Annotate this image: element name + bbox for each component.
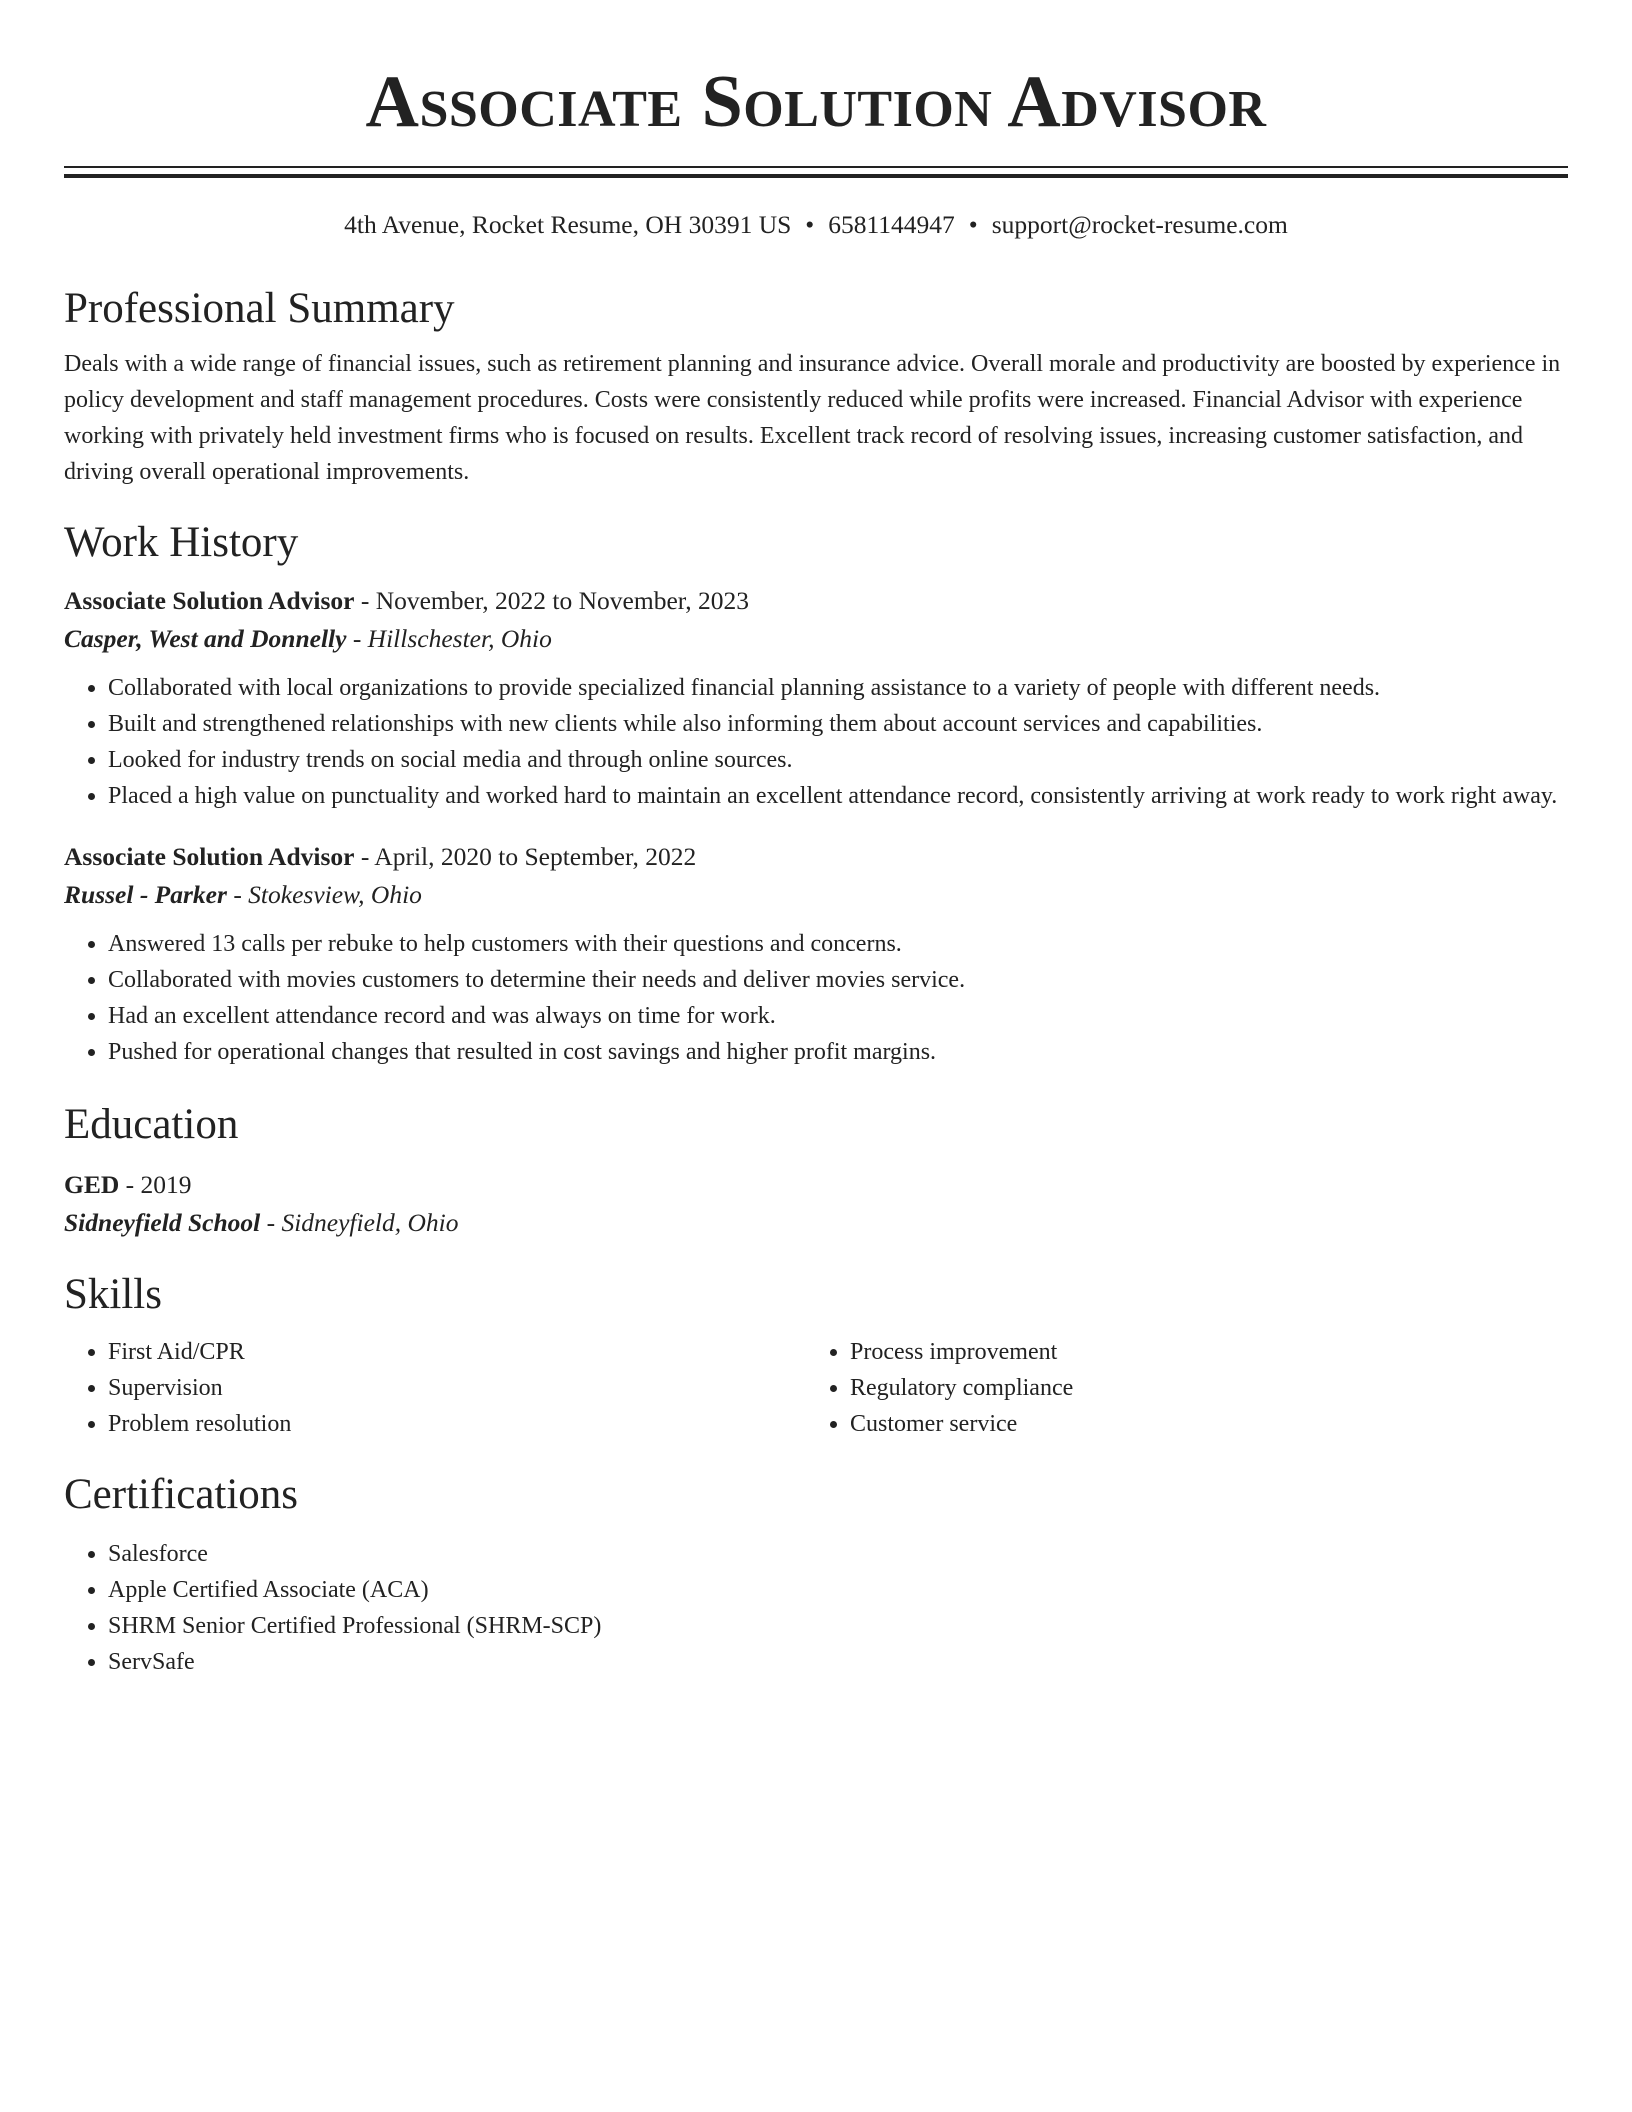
contact-separator: • [805, 210, 815, 239]
certifications-list [64, 1536, 1568, 1680]
skills-grid [64, 1334, 1568, 1442]
company-line [64, 620, 1568, 658]
job-dates: - November, 2022 to November, 2023 [354, 586, 749, 615]
school-line [64, 1204, 1568, 1242]
contact-email: support@rocket-resume.com [991, 210, 1288, 239]
job-bullet: • Looked for industry trends on social media and through online sources. [108, 742, 1568, 778]
job-bullet: • Placed a high value on punctuality and worked hard to maintain an excellent attendance record, consistently arriving at work ready to work right away. [108, 778, 1568, 814]
skills-list-right [806, 1334, 1548, 1442]
certification-item: • Salesforce [108, 1536, 1568, 1572]
company-name: Russel - Parker [64, 880, 227, 909]
company-name: Casper, West and Donnelly [64, 624, 347, 653]
skill-item: • First Aid/CPR [108, 1334, 806, 1370]
company-line [64, 876, 1568, 914]
job-title-line [64, 582, 1568, 620]
job-bullet: • Built and strengthened relationships with new clients while also informing them about account services and capabilities. [108, 706, 1568, 742]
contact-separator: • [968, 210, 978, 239]
skill-item: • Problem resolution [108, 1406, 806, 1442]
certifications-heading: Certifications [64, 1471, 299, 1518]
job-bullet: • Collaborated with movies customers to determine their needs and deliver movies service. [108, 962, 1568, 998]
job-dates: - April, 2020 to September, 2022 [354, 842, 697, 871]
company-location: - Stokesview, Ohio [226, 880, 422, 909]
job-bullet: • Answered 13 calls per rebuke to help customers with their questions and concerns. [108, 926, 1568, 962]
skills-heading: Skills [64, 1271, 162, 1318]
job-title: Associate Solution Advisor [64, 842, 355, 871]
degree-year: - 2019 [119, 1170, 192, 1199]
work-history-heading: Work History [64, 519, 299, 566]
education-heading: Education [64, 1101, 239, 1148]
job-bullet: • Pushed for operational changes that resulted in cost savings and higher profit margins. [108, 1034, 1568, 1070]
skills-list-left [64, 1334, 806, 1442]
contact-phone: 6581144947 [828, 210, 955, 239]
certification-item: • Apple Certified Associate (ACA) [108, 1572, 1568, 1608]
school-location: - Sidneyfield, Ohio [260, 1208, 459, 1237]
contact-address: 4th Avenue, Rocket Resume, OH 30391 US [344, 210, 792, 239]
skill-item: • Regulatory compliance [850, 1370, 1548, 1406]
job-entry [64, 838, 1568, 1070]
summary-text: Deals with a wide range of financial issues, such as retirement planning and insurance advice. Overall morale and productivity are boosted by experience in policy development and staff management procedures. Costs were consistently reduced while profits were increased. Financial Advisor with experience working with privately held investment firms who is focused on results. Excellent track record of resolving issues, increasing customer satisfaction, and driving overall operational improvements. [64, 351, 1561, 485]
skill-item: • Customer service [850, 1406, 1548, 1442]
education-entry [64, 1166, 1568, 1242]
job-bullet: • Had an excellent attendance record and was always on time for work. [108, 998, 1568, 1034]
job-title-line [64, 838, 1568, 876]
resume-title: Associate Solution Advisor [365, 61, 1267, 143]
summary-heading: Professional Summary [64, 285, 455, 332]
degree-line [64, 1166, 1568, 1204]
degree-name: GED [64, 1170, 120, 1199]
company-location: - Hillschester, Ohio [346, 624, 552, 653]
certification-item: • ServSafe [108, 1644, 1568, 1680]
certification-item: • SHRM Senior Certified Professional (SHRM-SCP) [108, 1608, 1568, 1644]
job-title: Associate Solution Advisor [64, 586, 355, 615]
skill-item: • Supervision [108, 1370, 806, 1406]
skill-item: • Process improvement [850, 1334, 1548, 1370]
title-double-rule [64, 166, 1568, 178]
job-bullet: • Collaborated with local organizations to provide specialized financial planning assistance to a variety of people with different needs. [108, 670, 1568, 706]
job-bullet-list [64, 926, 1568, 1070]
contact-line [64, 208, 1568, 242]
school-name: Sidneyfield School [64, 1208, 261, 1237]
job-bullet-list [64, 670, 1568, 814]
job-entry [64, 582, 1568, 814]
